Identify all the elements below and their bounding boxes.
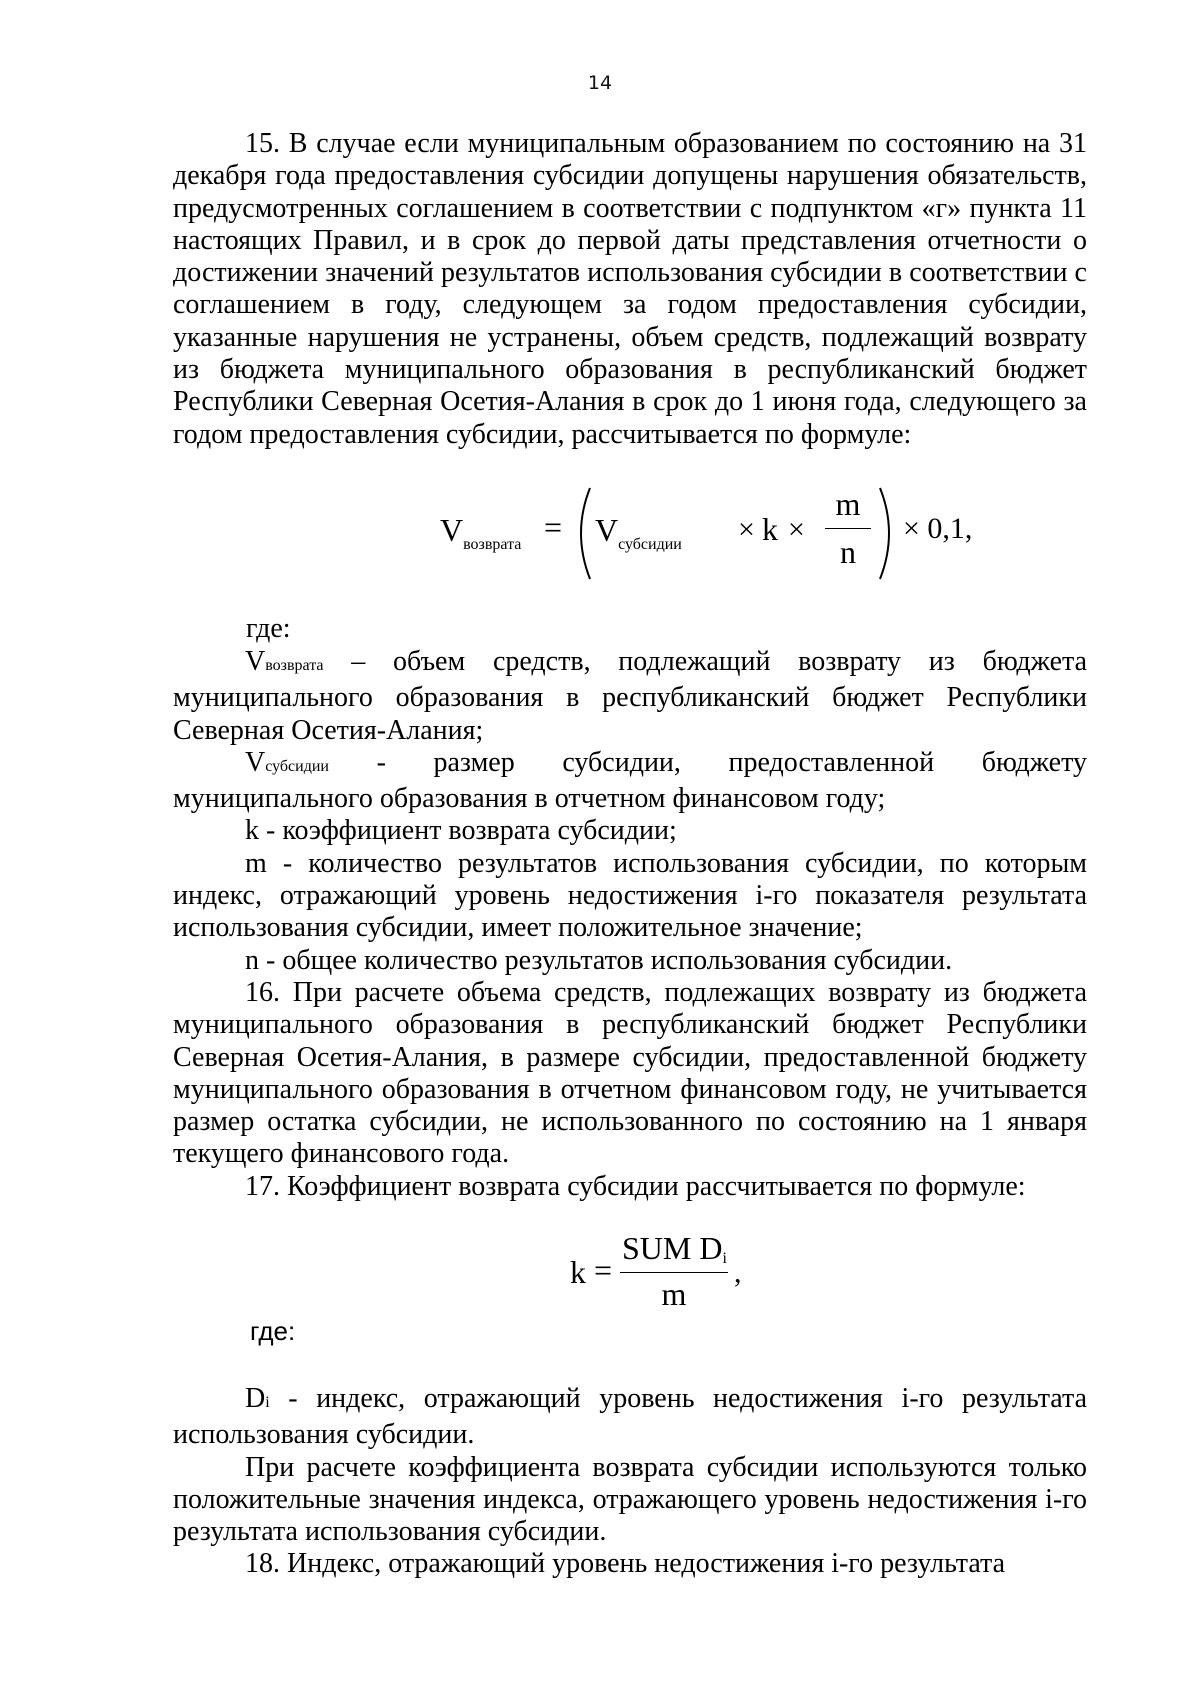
right-parenthesis	[876, 486, 900, 581]
definition-k: k - коэффициент возврата субсидии;	[245, 815, 677, 847]
formula2-denominator: m	[661, 1276, 687, 1312]
formula-equals: =	[544, 509, 563, 545]
return-volume-formula	[440, 478, 973, 588]
paragraph-18-start: 18. Индекс, отражающий уровень недостижения i-го результата	[245, 1548, 1006, 1580]
definition-v-subsidy-rest: муниципального образования в отчетном финансовом году;	[173, 783, 886, 815]
coefficient-formula	[570, 1230, 770, 1320]
where-label-1: где:	[246, 613, 291, 644]
left-parenthesis	[570, 486, 594, 581]
section-15-paragraph	[173, 128, 1087, 451]
formula2-equals: =	[594, 1252, 613, 1288]
paragraph-15: 15. В случае если муниципальным образованием по состоянию на 31 декабря года предоставления субсидии допущены нарушения обязательств, предусмотренных соглашением в соответствии с подпунктом «г» пункта 11 настоящих Правил, и в срок до первой даты представления отчетности о достижении значений результатов использования субсидии в соответствии с соглашением в году, следующем за годом предоставления субсидии, указанные нарушения не устранены, объем средств, подлежащий возврату из бюджета муниципального образования в республиканский бюджет Республики Северная Осетия-Алания в срок до 1 июня года, следующего за годом предоставления субсидии, рассчитывается по формуле:	[173, 128, 1087, 450]
section-17-definitions	[173, 1383, 1087, 1581]
definition-di: Di - индекс, отражающий уровень недостижения i-го результата использования субсидии.	[173, 1383, 1087, 1451]
formula-lhs: $V_{возврата}$	[440, 512, 522, 553]
page-number: 14	[587, 72, 613, 94]
fraction-denominator: n	[840, 534, 856, 570]
paragraph-16: 16. При расчете объема средств, подлежащих возврату из бюджета муниципального образования в республиканский бюджет Республики Северная Осетия-Алания, в размере субсидии, предоставленной бюджету муниципального образования в отчетном финансовом году, не учитывается размер остатка субсидии, не использованного по состоянию на 1 января текущего финансового года.	[173, 976, 1087, 1170]
definition-v-subsidy-line: Vсубсидии - размер субсидии, предоставленной бюджету	[245, 746, 1087, 778]
formula2-fraction-line	[620, 1272, 728, 1273]
paragraph-17-intro: 17. Коэффициент возврата субсидии рассчитывается по формуле:	[245, 1170, 1026, 1202]
fraction-numerator: m	[835, 486, 861, 522]
formula2-k: k	[570, 1254, 586, 1290]
formula2-numerator: SUM Di	[622, 1230, 727, 1267]
definition-m: m - количество результатов использования субсидии, по которым индекс, отражающий уровень недостижения i-го показателя результата использования субсидии, имеет положительное значение;	[173, 847, 1087, 944]
fraction-line	[825, 528, 871, 529]
formula-tail: × 0,1,	[903, 512, 973, 545]
definition-v-return: Vвозврата – объем средств, подлежащий возврату из бюджета муниципального образования в республиканский бюджет Республики Северная Осетия-Алания;	[173, 646, 1087, 746]
definitions-block	[173, 646, 1087, 1203]
paragraph-17-note: При расчете коэффициента возврата субсидии используются только положительные значения индекса, отражающего уровень недостижения i-го результата использования субсидии.	[173, 1451, 1087, 1548]
where-label-2: где:	[250, 1316, 296, 1346]
formula2-comma: ,	[734, 1256, 742, 1289]
formula-times-2: ×	[788, 513, 805, 546]
formula-k: k	[762, 511, 778, 547]
formula-times: ×	[738, 513, 755, 546]
definition-n: n - общее количество результатов использования субсидии.	[245, 944, 953, 976]
formula-subsidy-var: $V_{субсидии}$	[595, 512, 682, 553]
